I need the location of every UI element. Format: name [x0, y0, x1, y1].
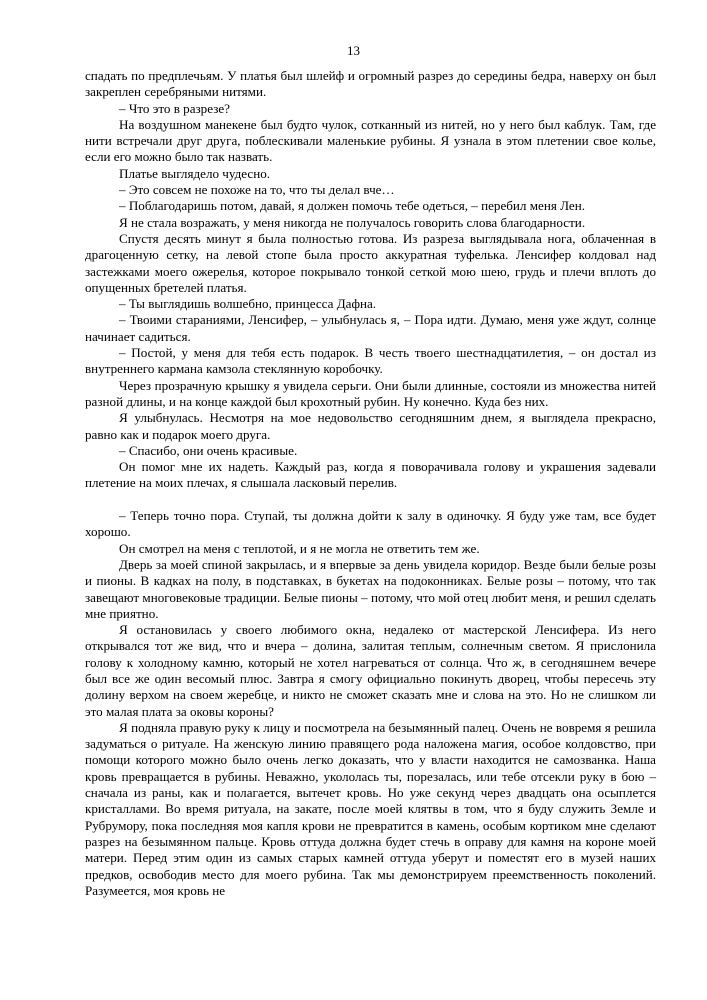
paragraph: – Поблагодаришь потом, давай, я должен помочь тебе одеться, – перебил меня Лен. [119, 198, 586, 214]
paragraph: спадать по предплечьям. У платья был шлейф и огромный разрез до середины бедра, наверху он был закреплен серебряными нитями. [85, 68, 656, 100]
paragraph: Я остановилась у своего любимого окна, недалеко от мастерской Ленсифера. Из него открывался тот же вид, что и вчера – долина, залитая теплым, солнечным светом. Я прислонила голову к холодному камню, который не хотел нагреваться от солнца. Что ж, в сегодняшнем вечере был все же один весомый плюс. Завтра я смогу официально покинуть дворец, чтобы пересечь эту долину верхом на своем жеребце, и никто не сможет сказать мне и слова на это. Но не слишком ли это малая плата за оковы короны? [85, 622, 656, 719]
paragraph: Я подняла правую руку к лицу и посмотрела на безымянный палец. Очень не вовремя я решила задуматься о ритуале. На женскую линию правящего рода наложена магия, особое колдовство, при помощи которого можно было очень легко доказать, что у власти находится не самозванка. Наша кровь превращается в рубины. Неважно, укололась ты, порезалась, или тебе отсекли руку в бою – сначала из раны, как и полагается, вытечет кровь. Но уже секунд через двадцать она осыплется кристаллами. Во время ритуала, на закате, после моей клятвы в том, что я буду служить Земле и Рубрумору, пока последняя моя капля крови не превратится в камень, особым кортиком мне сделают разрез на безымянном пальце. Кровь оттуда должна будет стечь в оправу для камня на короне моей матери. Перед этим один из самых старых камней оттуда уберут и поместят его в музей наших предков, освободив место для моего рубина. Так мы демонстрируем преемственность поколений. Разумеется, моя кровь не [85, 719, 656, 898]
paragraph: Я улыбнулась. Несмотря на мое недовольство сегодняшним днем, я выглядела прекрасно, равно как и подарок моего друга. [85, 410, 656, 442]
paragraph: Я не стала возражать, у меня никогда не получалось говорить слова благодарности. [119, 214, 586, 230]
paragraph: – Это совсем не похоже на то, что ты делал вче… [119, 182, 395, 198]
paragraph: – Что это в разрезе? [119, 100, 230, 116]
paragraph: – Постой, у меня для тебя есть подарок. В честь твоего шестнадцатилетия, – он достал из внутреннего кармана камзола стеклянную коробочку. [85, 345, 656, 377]
page-number: 13 [347, 43, 360, 58]
paragraph: Он смотрел на меня с теплотой, и я не могла не ответить тем же. [119, 540, 480, 556]
paragraph: На воздушном манекене был будто чулок, сотканный из нитей, но у него был каблук. Там, где нити встречали друг друга, поблескивали маленькие рубины. Я узнала в этом плетении свое колье, если его можно было так назвать. [85, 116, 656, 165]
paragraph: Спустя десять минут я была полностью готова. Из разреза выглядывала нога, облаченная в драгоценную сетку, на левой стопе была просто аккуратная туфелька. Ленсифер колдовал над застежками моего ожерелья, которое покрывало тонкой сеткой мою шею, грудь и плечи вплоть до опущенных бретелей платья. [85, 230, 656, 295]
paragraph: Дверь за моей спиной закрылась, и я впервые за день увидела коридор. Везде были белые розы и пионы. В кадках на полу, в подставках, в букетах на подоконниках. Белые розы – потому, что так завещают многовековые традиции. Белые пионы – потому, что мой отец любит меня, и решил сделать мне приятно. [85, 556, 656, 621]
paragraph: – Ты выглядишь волшебно, принцесса Дафна. [119, 296, 377, 312]
page-body [85, 68, 656, 899]
paragraph: Он помог мне их надеть. Каждый раз, когда я поворачивала голову и украшения задевали плетение на моих плечах, я слышала ласковый перелив. [85, 459, 656, 491]
paragraph: Платье выглядело чудесно. [119, 165, 271, 181]
paragraph: Через прозрачную крышку я увидела серьги. Они были длинные, состояли из множества нитей разной длины, и на конце каждой был крохотный рубин. Ну конечно. Куда без них. [85, 377, 656, 409]
blank-line [85, 492, 656, 508]
paragraph: – Спасибо, они очень красивые. [119, 442, 298, 458]
paragraph: – Теперь точно пора. Ступай, ты должна дойти к залу в одиночку. Я буду уже там, все будет хорошо. [85, 508, 656, 540]
paragraph: – Твоими стараниями, Ленсифер, – улыбнулась я, – Пора идти. Думаю, меня уже ждут, солнце начинает садиться. [85, 312, 656, 344]
